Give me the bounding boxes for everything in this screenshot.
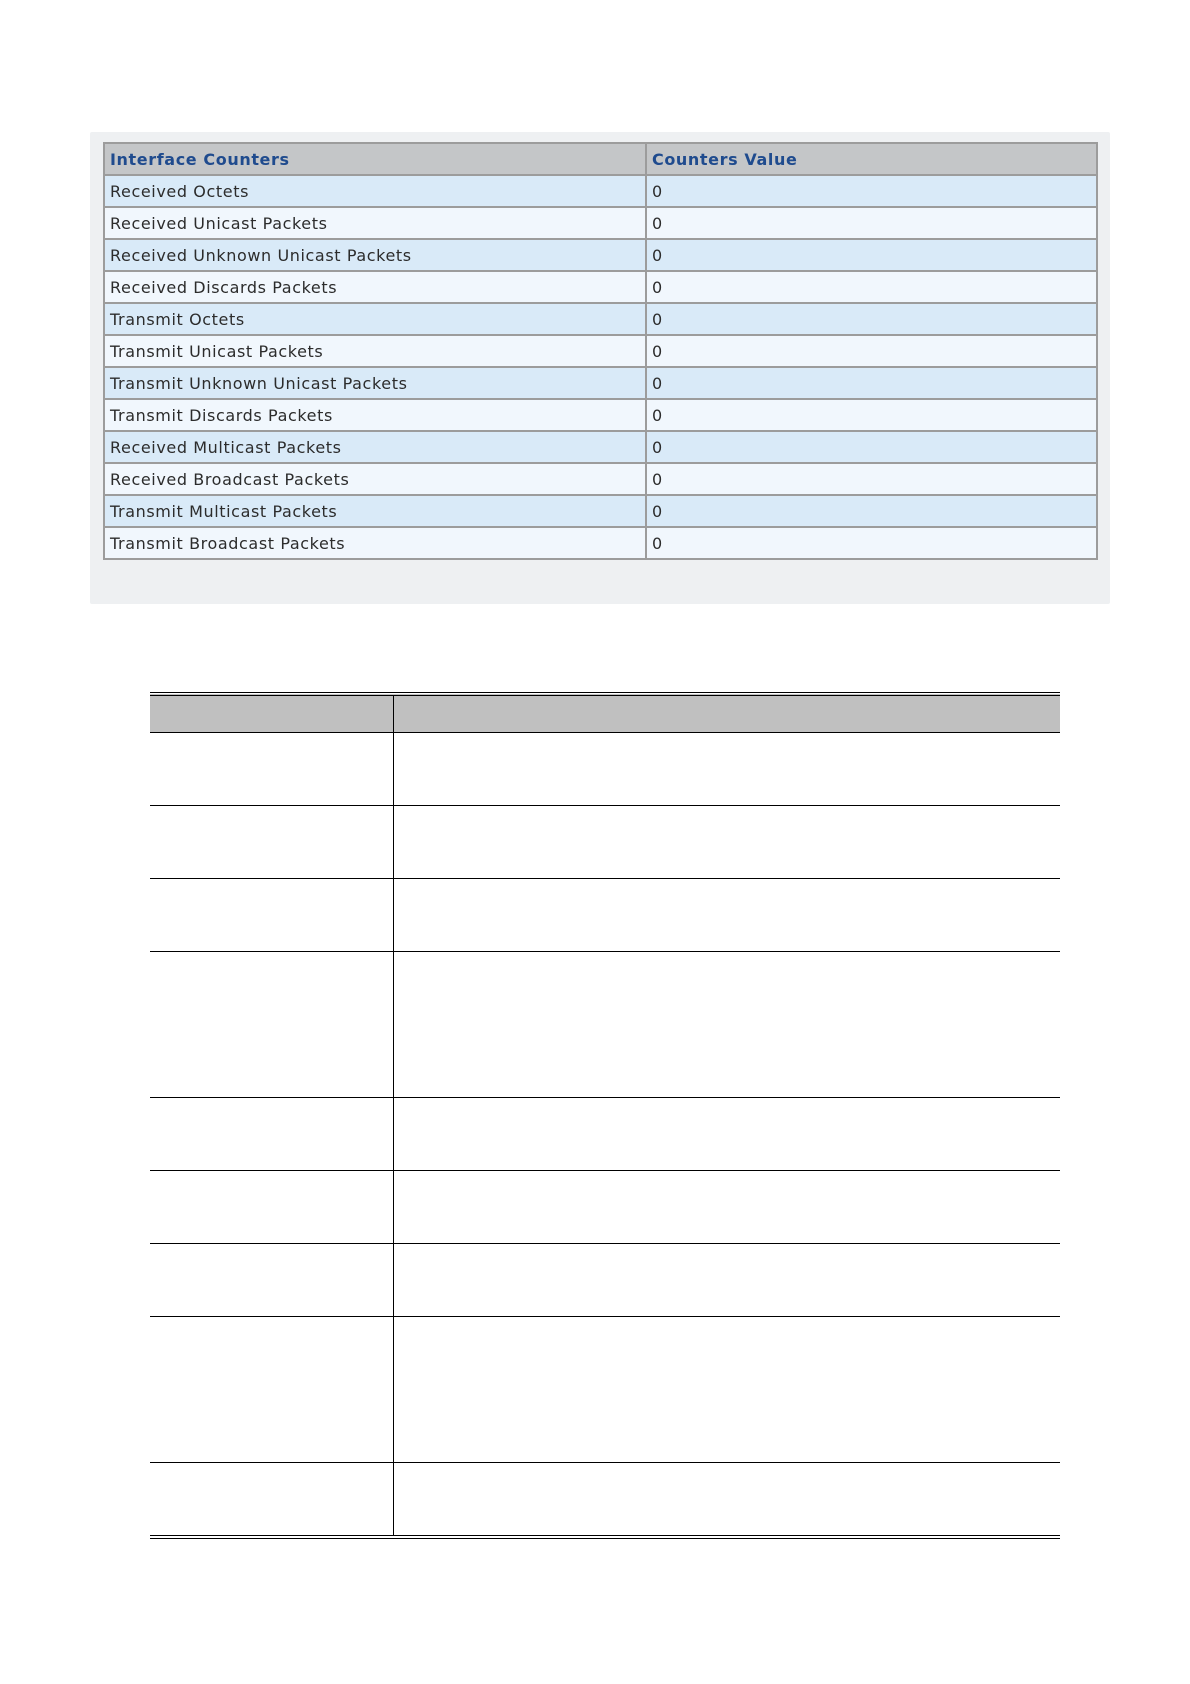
- counter-name: Received Octets: [104, 175, 646, 207]
- description-object-cell: [150, 952, 393, 1098]
- counter-value: 0: [646, 271, 1097, 303]
- table-row: [104, 271, 1097, 303]
- table-row: [104, 399, 1097, 431]
- counter-value: 0: [646, 239, 1097, 271]
- interface-counters-panel: [90, 132, 1110, 604]
- column-header-counters-value: Counters Value: [646, 143, 1097, 175]
- description-object-cell: [150, 1463, 393, 1538]
- counter-value: 0: [646, 463, 1097, 495]
- counter-value: 0: [646, 495, 1097, 527]
- description-object-cell: [150, 1317, 393, 1463]
- description-text-cell: [393, 1098, 1060, 1171]
- description-header-row: [150, 694, 1060, 733]
- description-text-cell: [393, 879, 1060, 952]
- description-header-description: [393, 694, 1060, 733]
- table-row: [104, 335, 1097, 367]
- description-object-cell: [150, 733, 393, 806]
- description-text-cell: [393, 1463, 1060, 1538]
- counter-name: Transmit Unknown Unicast Packets: [104, 367, 646, 399]
- description-text-cell: [393, 733, 1060, 806]
- table-row: [104, 303, 1097, 335]
- counter-value: 0: [646, 527, 1097, 559]
- counter-value: 0: [646, 367, 1097, 399]
- table-row: [150, 1317, 1060, 1463]
- description-text-cell: [393, 1171, 1060, 1244]
- table-row: [150, 879, 1060, 952]
- description-text-cell: [393, 1244, 1060, 1317]
- counter-value: 0: [646, 399, 1097, 431]
- counter-value: 0: [646, 207, 1097, 239]
- counter-name: Transmit Octets: [104, 303, 646, 335]
- table-row: [104, 431, 1097, 463]
- description-header-object: [150, 694, 393, 733]
- counter-name: Received Unicast Packets: [104, 207, 646, 239]
- counter-name: Transmit Discards Packets: [104, 399, 646, 431]
- counter-name: Transmit Unicast Packets: [104, 335, 646, 367]
- table-row: [150, 733, 1060, 806]
- description-text-cell: [393, 952, 1060, 1098]
- description-object-cell: [150, 1098, 393, 1171]
- table-row: [150, 952, 1060, 1098]
- description-object-cell: [150, 806, 393, 879]
- counter-name: Received Unknown Unicast Packets: [104, 239, 646, 271]
- counter-value: 0: [646, 175, 1097, 207]
- counter-name: Transmit Multicast Packets: [104, 495, 646, 527]
- counter-value: 0: [646, 303, 1097, 335]
- table-row: [150, 1098, 1060, 1171]
- description-object-cell: [150, 1171, 393, 1244]
- table-row: [104, 527, 1097, 559]
- counter-name: Received Broadcast Packets: [104, 463, 646, 495]
- table-row: [104, 239, 1097, 271]
- table-row: [150, 1244, 1060, 1317]
- table-row: [104, 367, 1097, 399]
- counter-name: Received Multicast Packets: [104, 431, 646, 463]
- description-object-cell: [150, 1244, 393, 1317]
- table-row: [104, 175, 1097, 207]
- description-table: [150, 692, 1060, 1539]
- table-row: [104, 495, 1097, 527]
- counter-value: 0: [646, 335, 1097, 367]
- counter-value: 0: [646, 431, 1097, 463]
- description-text-cell: [393, 806, 1060, 879]
- table-row: [104, 207, 1097, 239]
- counters-header-row: [104, 143, 1097, 175]
- description-object-cell: [150, 879, 393, 952]
- table-row: [104, 463, 1097, 495]
- counter-name: Received Discards Packets: [104, 271, 646, 303]
- table-row: [150, 1463, 1060, 1538]
- table-row: [150, 806, 1060, 879]
- table-row: [150, 1171, 1060, 1244]
- description-text-cell: [393, 1317, 1060, 1463]
- counter-name: Transmit Broadcast Packets: [104, 527, 646, 559]
- interface-counters-table: [103, 142, 1098, 560]
- column-header-interface-counters: Interface Counters: [104, 143, 646, 175]
